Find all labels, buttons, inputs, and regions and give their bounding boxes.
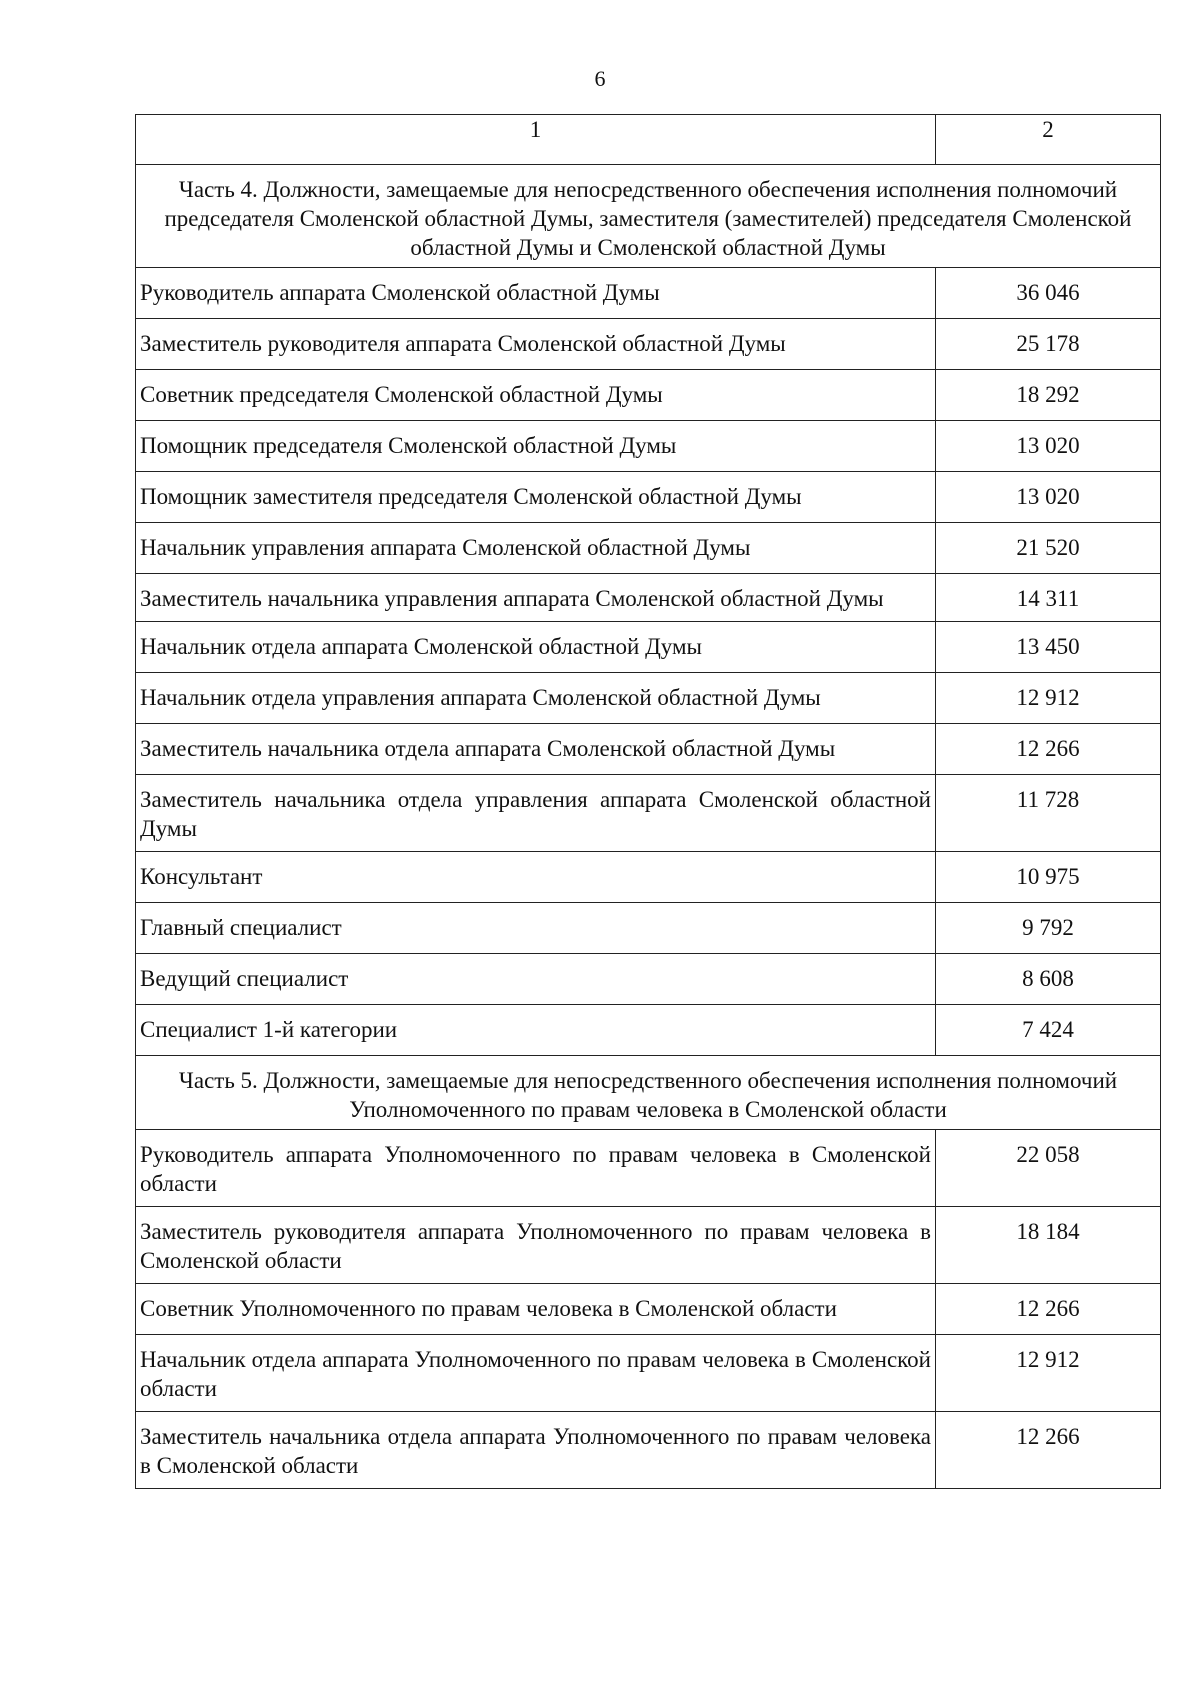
position-value: 7 424 bbox=[936, 1005, 1161, 1056]
position-value: 12 266 bbox=[936, 1284, 1161, 1335]
table-row bbox=[136, 370, 1161, 421]
table-row bbox=[136, 523, 1161, 574]
position-value: 8 608 bbox=[936, 954, 1161, 1005]
position-value: 13 450 bbox=[936, 622, 1161, 673]
table-row bbox=[136, 268, 1161, 319]
table-row bbox=[136, 724, 1161, 775]
table-row bbox=[136, 954, 1161, 1005]
position-name: Советник председателя Смоленской областной Думы bbox=[136, 370, 936, 421]
position-name: Заместитель начальника отдела управления аппарата Смоленской областной Думы bbox=[136, 775, 936, 852]
table-row bbox=[136, 1005, 1161, 1056]
position-name: Начальник отдела аппарата Смоленской областной Думы bbox=[136, 622, 936, 673]
position-name: Заместитель руководителя аппарата Смоленской областной Думы bbox=[136, 319, 936, 370]
position-name: Главный специалист bbox=[136, 903, 936, 954]
position-name: Советник Уполномоченного по правам человека в Смоленской области bbox=[136, 1284, 936, 1335]
position-value: 10 975 bbox=[936, 852, 1161, 903]
section-title: Часть 5. Должности, замещаемые для непосредственного обеспечения исполнения полномочий Уполномоченного по правам человека в Смоленской области bbox=[136, 1056, 1161, 1130]
position-name: Помощник председателя Смоленской областной Думы bbox=[136, 421, 936, 472]
table-row bbox=[136, 852, 1161, 903]
position-value: 11 728 bbox=[936, 775, 1161, 852]
position-name: Начальник отдела управления аппарата Смоленской областной Думы bbox=[136, 673, 936, 724]
position-name: Специалист 1-й категории bbox=[136, 1005, 936, 1056]
position-name: Консультант bbox=[136, 852, 936, 903]
table-row bbox=[136, 574, 1161, 622]
table-row bbox=[136, 319, 1161, 370]
position-name: Заместитель начальника управления аппарата Смоленской областной Думы bbox=[136, 574, 936, 622]
position-value: 9 792 bbox=[936, 903, 1161, 954]
position-value: 14 311 bbox=[936, 574, 1161, 622]
position-name: Начальник управления аппарата Смоленской областной Думы bbox=[136, 523, 936, 574]
position-name: Заместитель начальника отдела аппарата Смоленской областной Думы bbox=[136, 724, 936, 775]
column-header-1: 1 bbox=[136, 115, 936, 165]
table-row bbox=[136, 421, 1161, 472]
section-title-row bbox=[136, 165, 1161, 268]
position-value: 12 266 bbox=[936, 1412, 1161, 1489]
position-value: 21 520 bbox=[936, 523, 1161, 574]
positions-table bbox=[135, 114, 1161, 1489]
section-title-row bbox=[136, 1056, 1161, 1130]
header-row bbox=[136, 115, 1161, 165]
table-row bbox=[136, 1335, 1161, 1412]
position-value: 12 912 bbox=[936, 1335, 1161, 1412]
position-value: 22 058 bbox=[936, 1130, 1161, 1207]
position-name: Начальник отдела аппарата Уполномоченного по правам человека в Смоленской области bbox=[136, 1335, 936, 1412]
position-value: 25 178 bbox=[936, 319, 1161, 370]
position-value: 13 020 bbox=[936, 421, 1161, 472]
page-number: 6 bbox=[594, 66, 606, 91]
position-value: 12 912 bbox=[936, 673, 1161, 724]
position-value: 12 266 bbox=[936, 724, 1161, 775]
position-name: Руководитель аппарата Уполномоченного по правам человека в Смоленской области bbox=[136, 1130, 936, 1207]
position-value: 36 046 bbox=[936, 268, 1161, 319]
column-header-2: 2 bbox=[936, 115, 1161, 165]
position-name: Ведущий специалист bbox=[136, 954, 936, 1005]
position-name: Руководитель аппарата Смоленской областной Думы bbox=[136, 268, 936, 319]
table-row bbox=[136, 1284, 1161, 1335]
section-title: Часть 4. Должности, замещаемые для непосредственного обеспечения исполнения полномочий председателя Смоленской областной Думы, заместителя (заместителей) председателя Смоленской областной Думы и Смоленской областной Думы bbox=[136, 165, 1161, 268]
table-row bbox=[136, 472, 1161, 523]
position-name: Заместитель руководителя аппарата Уполномоченного по правам человека в Смоленской области bbox=[136, 1207, 936, 1284]
table-row bbox=[136, 622, 1161, 673]
position-value: 18 292 bbox=[936, 370, 1161, 421]
position-value: 18 184 bbox=[936, 1207, 1161, 1284]
table-row bbox=[136, 1207, 1161, 1284]
position-name: Помощник заместителя председателя Смоленской областной Думы bbox=[136, 472, 936, 523]
position-value: 13 020 bbox=[936, 472, 1161, 523]
table-row bbox=[136, 903, 1161, 954]
table-row bbox=[136, 1412, 1161, 1489]
table-row bbox=[136, 1130, 1161, 1207]
table-row bbox=[136, 673, 1161, 724]
position-name: Заместитель начальника отдела аппарата Уполномоченного по правам человека в Смоленской области bbox=[136, 1412, 936, 1489]
table-row bbox=[136, 775, 1161, 852]
